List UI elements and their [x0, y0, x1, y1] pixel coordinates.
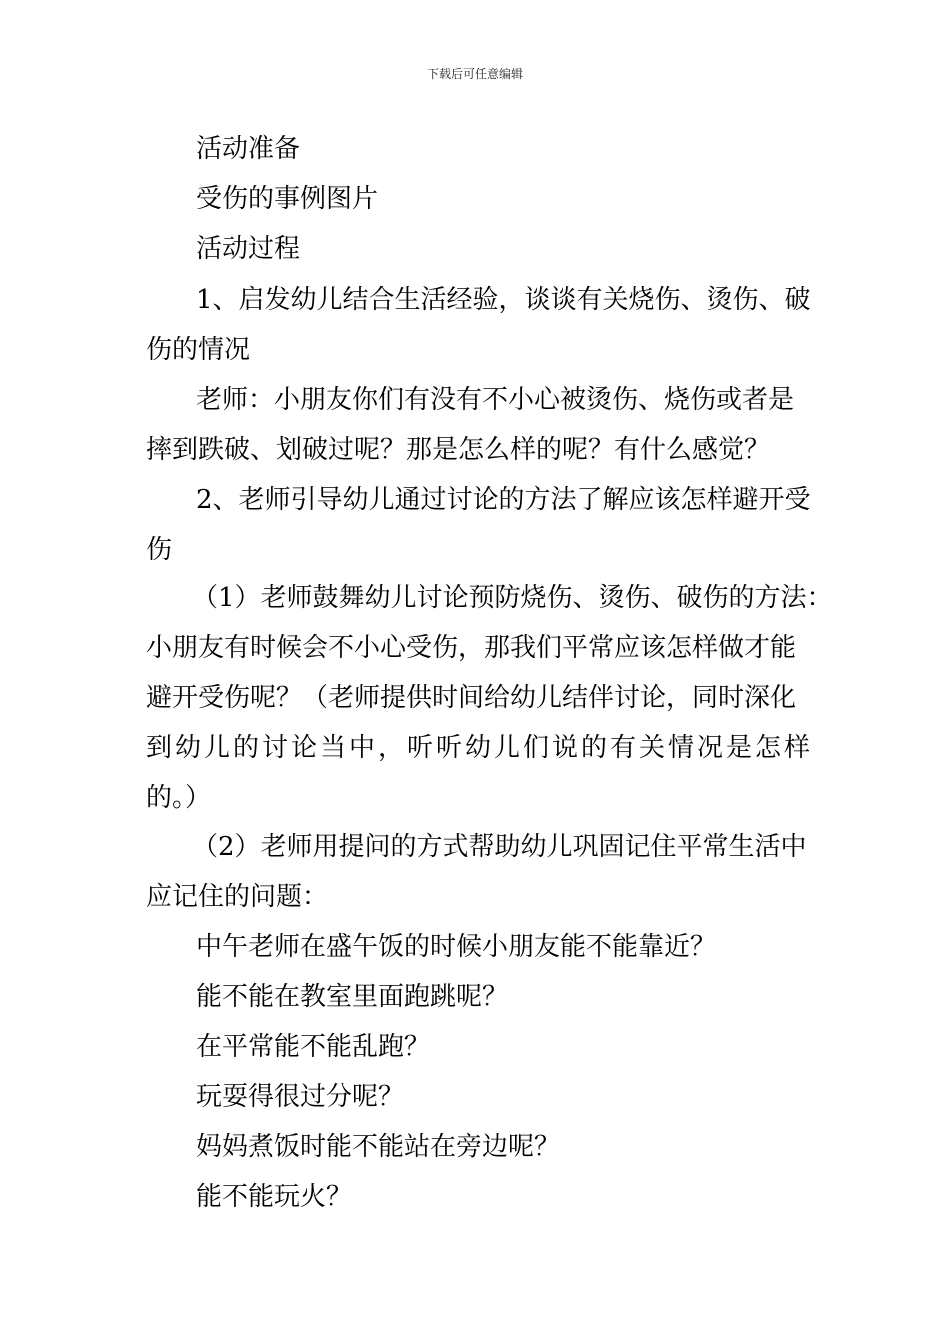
- teacher-quote-line-2: 摔到跌破、划破过呢？那是怎么样的呢？有什么感觉？: [146, 435, 771, 465]
- step-2-line-2: 伤: [146, 535, 173, 565]
- substep-1-line-5: 的。）: [146, 783, 212, 813]
- question-2: 能不能在教室里面跑跳呢？: [196, 982, 509, 1012]
- step-2-line-1: 2、老师引导幼儿通过讨论的方法了解应该怎样避开受: [196, 485, 811, 515]
- step-1-line-2: 伤的情况: [146, 335, 251, 365]
- question-3: 在平常能不能乱跑？: [196, 1032, 431, 1062]
- substep-1-line-2: 小朋友有时候会不小心受伤，那我们平常应该怎样做才能: [146, 633, 797, 663]
- substep-2-line-2: 应记住的问题：: [146, 882, 329, 912]
- substep-1-line-3: 避开受伤呢？（老师提供时间给幼儿结伴讨论，同时深化: [146, 683, 797, 713]
- section-heading-process: 活动过程: [196, 234, 301, 264]
- step-1-line-1: 1、启发幼儿结合生活经验，谈谈有关烧伤、烫伤、破: [196, 285, 811, 315]
- page-header: 下载后可任意编辑: [426, 67, 523, 81]
- question-4: 玩耍得很过分呢？: [196, 1082, 405, 1112]
- teacher-quote-line-1: 老师：小朋友你们有没有不小心被烫伤、烧伤或者是: [196, 385, 795, 415]
- question-5: 妈妈煮饭时能不能站在旁边呢？: [196, 1132, 561, 1162]
- question-1: 中午老师在盛午饭的时候小朋友能不能靠近？: [196, 932, 717, 962]
- paragraph-text: 受伤的事例图片: [196, 184, 379, 214]
- section-heading-preparation: 活动准备: [196, 134, 301, 164]
- substep-1-line-4: 到幼儿的讨论当中，听听幼儿们说的有关情况是怎样: [146, 733, 814, 763]
- substep-2-line-1: （2）老师用提问的方式帮助幼儿巩固记住平常生活中: [192, 832, 807, 862]
- question-6: 能不能玩火？: [196, 1182, 353, 1212]
- substep-1-line-1: （1）老师鼓舞幼儿讨论预防烧伤、烫伤、破伤的方法：: [192, 583, 833, 613]
